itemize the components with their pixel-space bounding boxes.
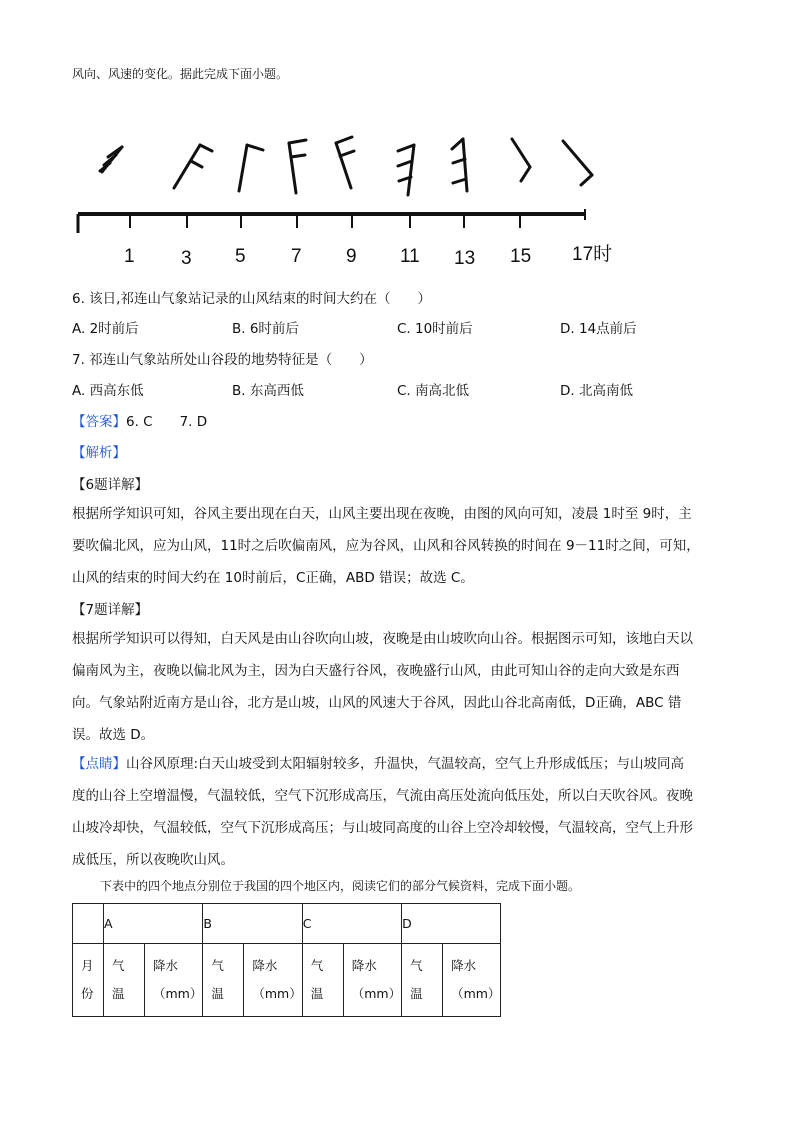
detail-6-body [72,498,724,594]
q7-option-c: C. 南高北低 [397,383,470,399]
answer-label: 【答案】 [72,414,126,430]
q6-option-c: C. 10时前后 [397,321,473,337]
detail-6-heading: 【6题详解】 [72,477,149,493]
column-b: B [203,904,302,944]
tip-line: 山坡冷却快，气温较低，空气下沉形成高压；与山坡同高度的山谷上空冷却较慢，气温较高，空气上升形 [72,820,693,836]
wind-barb-5 [336,137,354,188]
tick-label-7: 7 [291,246,302,267]
precip-header-b: 降水 （mm） [244,944,302,1017]
tick-label-15: 15 [510,246,532,267]
column-a: A [104,904,203,944]
wind-barb-9 [563,141,592,185]
tick-label-17: 17时 [572,244,613,265]
wind-barb-1 [100,147,122,172]
detail-6-line: 根据所学知识可知，谷风主要出现在白天，山风主要出现在夜晚，由图的风向可知，凌晨 1时至 9时，主 [72,506,692,522]
column-d: D [402,904,501,944]
tip-line: 山谷风原理:白天山坡受到太阳辐射较多，升温快，气温较高，空气上升形成低压；与山坡同高 [126,756,685,772]
detail-7-heading: 【7题详解】 [72,602,149,618]
temp-header-c: 气 温 [302,944,343,1017]
temp-header-b: 气 温 [203,944,244,1017]
temp-header-a: 气 温 [104,944,145,1017]
tick-label-13: 13 [454,248,476,269]
precip-header-d: 降水 （mm） [443,944,501,1017]
detail-7-line: 根据所学知识可以得知，白天风是由山谷吹向山坡，夜晚是由山坡吹向山谷。根据图示可知，该地白天以 [72,631,693,647]
intro-text: 风向、风速的变化。据此完成下面小题。 [72,67,289,81]
climate-table [72,903,501,1017]
detail-7-body [72,623,724,751]
q6-option-d: D. 14点前后 [560,321,637,337]
tick-label-3: 3 [181,248,192,269]
wind-barb-6 [398,145,414,195]
tick-label-1: 1 [124,246,135,267]
month-header: 月 份 [73,944,104,1017]
answer-text: 6. C 7. D [126,414,208,430]
detail-7-line: 误。故选 D。 [72,727,155,743]
detail-6-line: 山风的结束的时间大约在 10时前后，C正确，ABD 错误；故选 C。 [72,570,474,586]
column-c: C [302,904,401,944]
precip-header-c: 降水 （mm） [343,944,401,1017]
precip-header-a: 降水 （mm） [145,944,203,1017]
wind-diagram [60,125,640,275]
q7-option-a: A. 西高东低 [72,383,144,399]
tick-label-9: 9 [346,246,357,267]
wind-barb-4 [289,140,306,193]
wind-barb-8 [512,139,530,181]
wind-barb-3 [239,145,263,191]
answer-line [72,410,207,430]
detail-7-line: 偏南风为主，夜晚以偏北风为主，因为白天盛行谷风，夜晚盛行山风，由此可知山谷的走向大致是东西 [72,663,680,679]
wind-barb-7 [452,139,467,191]
q7-option-d: D. 北高南低 [560,383,633,399]
q6-option-b: B. 6时前后 [232,321,299,337]
tip-line: 度的山谷上空增温慢，气温较低，空气下沉形成高压，气流由高压处流向低压处，所以白天吹谷风。夜晚 [72,788,693,804]
tip-body [72,748,724,876]
wind-barb-2 [174,145,212,188]
question-7: 7. 祁连山气象站所处山谷段的地势特征是（ ） [72,352,373,368]
tick-label-11: 11 [400,246,420,267]
temp-header-d: 气 温 [402,944,443,1017]
detail-6-line: 要吹偏北风，应为山风，11时之后吹偏南风，应为谷风，山风和谷风转换的时间在 9－11时之间，可知， [72,538,700,554]
table-intro: 下表中的四个地点分别位于我国的四个地区内，阅读它们的部分气候资料，完成下面小题。 [100,879,581,893]
analysis-label: 【解析】 [72,445,126,461]
q7-option-b: B. 东高西低 [232,383,304,399]
question-6: 6. 该日,祁连山气象站记录的山风结束的时间大约在（ ） [72,291,431,307]
detail-7-line: 向。气象站附近南方是山谷，北方是山坡，山风的风速大于谷风，因此山谷北高南低，D正确，ABC 错 [72,695,682,711]
table-header-row [73,904,501,944]
q6-option-a: A. 2时前后 [72,321,139,337]
tick-label-5: 5 [235,246,246,267]
tip-label: 【点睛】 [72,756,126,772]
tip-line: 成低压，所以夜晚吹山风。 [72,852,234,868]
table-subheader-row [73,944,501,1017]
